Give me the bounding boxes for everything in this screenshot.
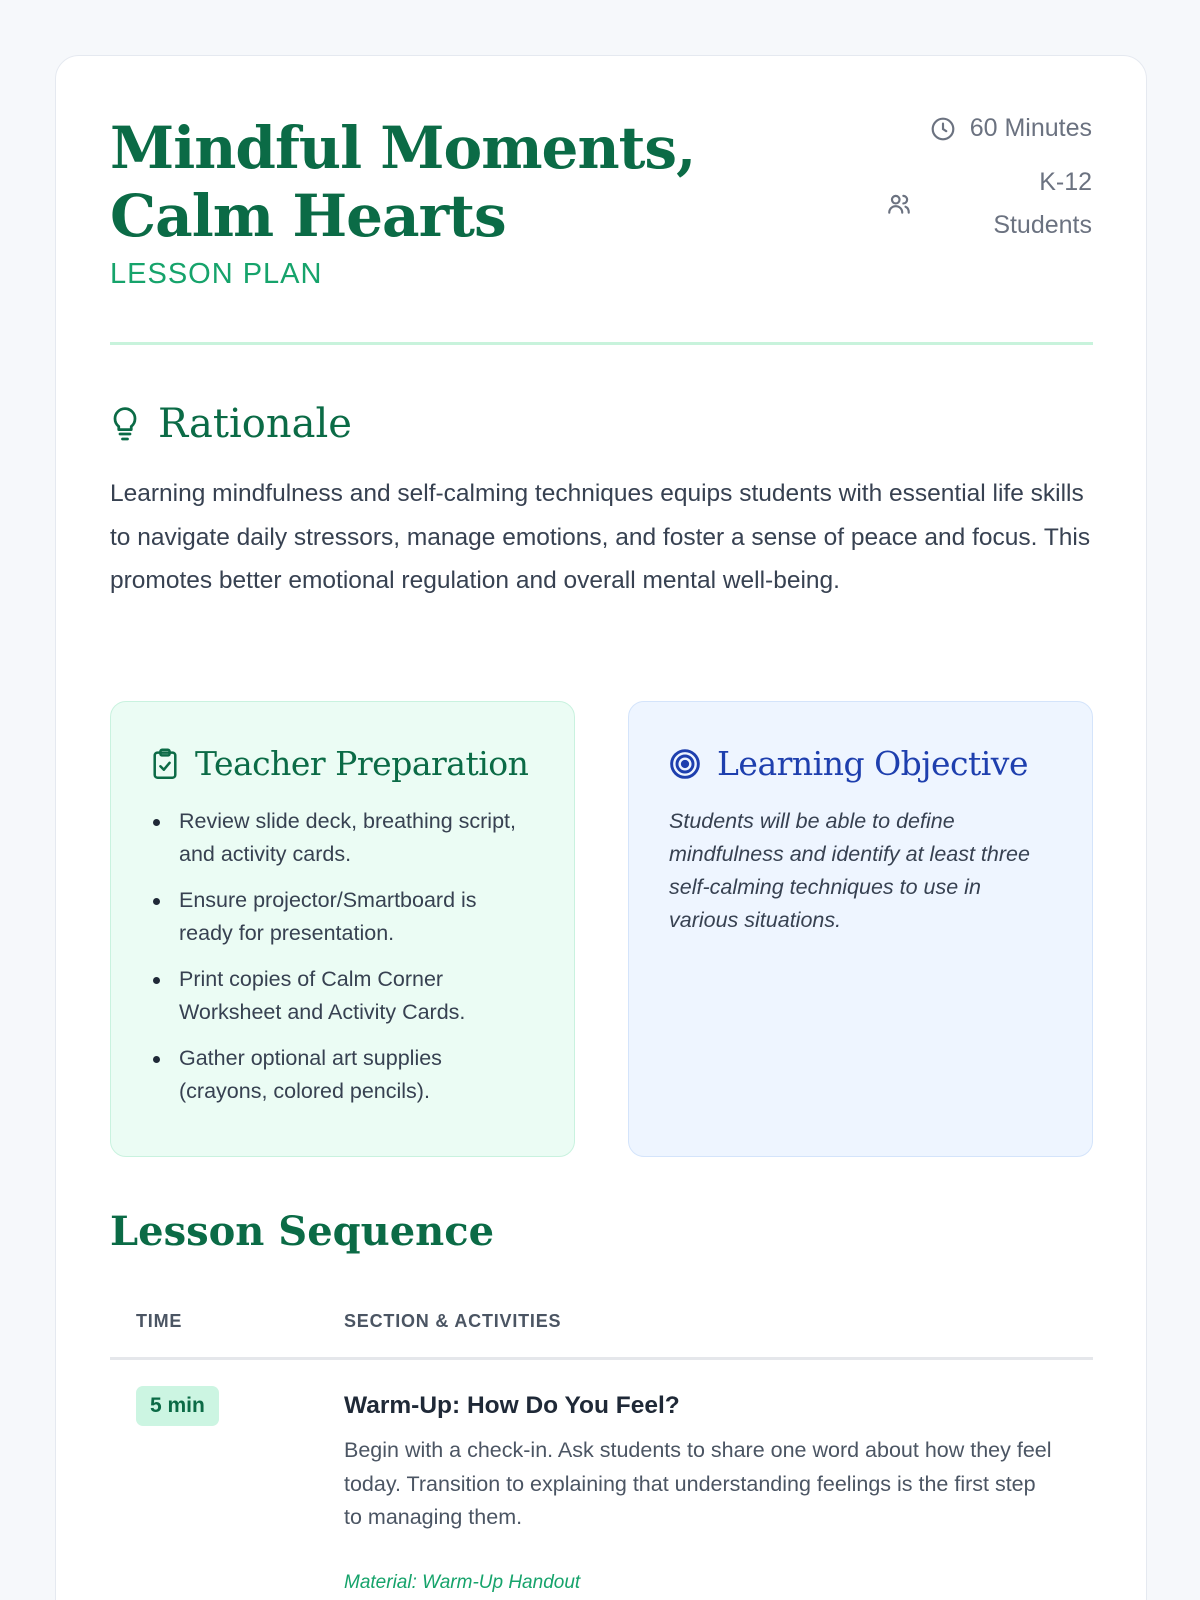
table-header-time: TIME — [136, 1311, 183, 1331]
clock-icon — [930, 116, 956, 142]
learning-objective-text: Students will be able to define mindfulness and identify at least three self-calming techniques to use in various situations. — [669, 809, 1030, 932]
lightbulb-icon — [110, 405, 140, 443]
duration-meta — [930, 114, 1092, 143]
activity-description: Begin with a check-in. Ask students to share one word about how they feel today. Transition to explaining that understanding feelings is the first step to managing them. — [344, 1438, 1052, 1529]
teacher-preparation-box — [110, 701, 575, 1157]
list-item: Print copies of Calm Corner Worksheet and Activity Cards. — [151, 963, 534, 1029]
rationale-text: Learning mindfulness and self-calming techniques equips students with essential life skills to navigate daily stressors, manage emotions, and foster a sense of peace and focus. This promotes better emotional regulation and overall mental well-being. — [110, 480, 1091, 594]
rationale-title: Rationale — [158, 401, 352, 447]
header-divider — [110, 342, 1093, 345]
duration-text: 60 Minutes — [969, 114, 1092, 142]
learning-objective-title: Learning Objective — [717, 744, 1028, 783]
lesson-sequence-title: Lesson Sequence — [110, 1208, 495, 1255]
list-item: Gather optional art supplies (crayons, colored pencils). — [151, 1042, 534, 1108]
rationale-heading — [110, 401, 352, 447]
table-header-rule — [110, 1357, 1093, 1360]
list-item: Review slide deck, breathing script, and activity cards. — [151, 805, 534, 871]
page-subtitle: LESSON PLAN — [110, 258, 323, 290]
table-header-section: SECTION & ACTIVITIES — [344, 1311, 562, 1331]
users-icon — [886, 191, 912, 217]
clipboard-check-icon — [151, 748, 179, 780]
teacher-preparation-title: Teacher Preparation — [195, 744, 529, 783]
activity-title: Warm-Up: How Do You Feel? — [344, 1392, 680, 1419]
lesson-plan-card — [55, 55, 1147, 1600]
learning-objective-heading — [669, 744, 1052, 783]
learning-objective-box — [628, 701, 1093, 1157]
activity-material-link[interactable]: Material: Warm-Up Handout — [344, 1572, 581, 1593]
preparation-list — [151, 805, 534, 1108]
audience-meta — [886, 161, 1092, 247]
list-item: Ensure projector/Smartboard is ready for presentation. — [151, 884, 534, 950]
time-badge: 5 min — [136, 1386, 219, 1426]
teacher-preparation-heading — [151, 744, 534, 783]
target-icon — [669, 748, 701, 780]
audience-text: K-12 Students — [993, 168, 1092, 239]
page-title: Mindful Moments, Calm Hearts — [110, 114, 696, 250]
